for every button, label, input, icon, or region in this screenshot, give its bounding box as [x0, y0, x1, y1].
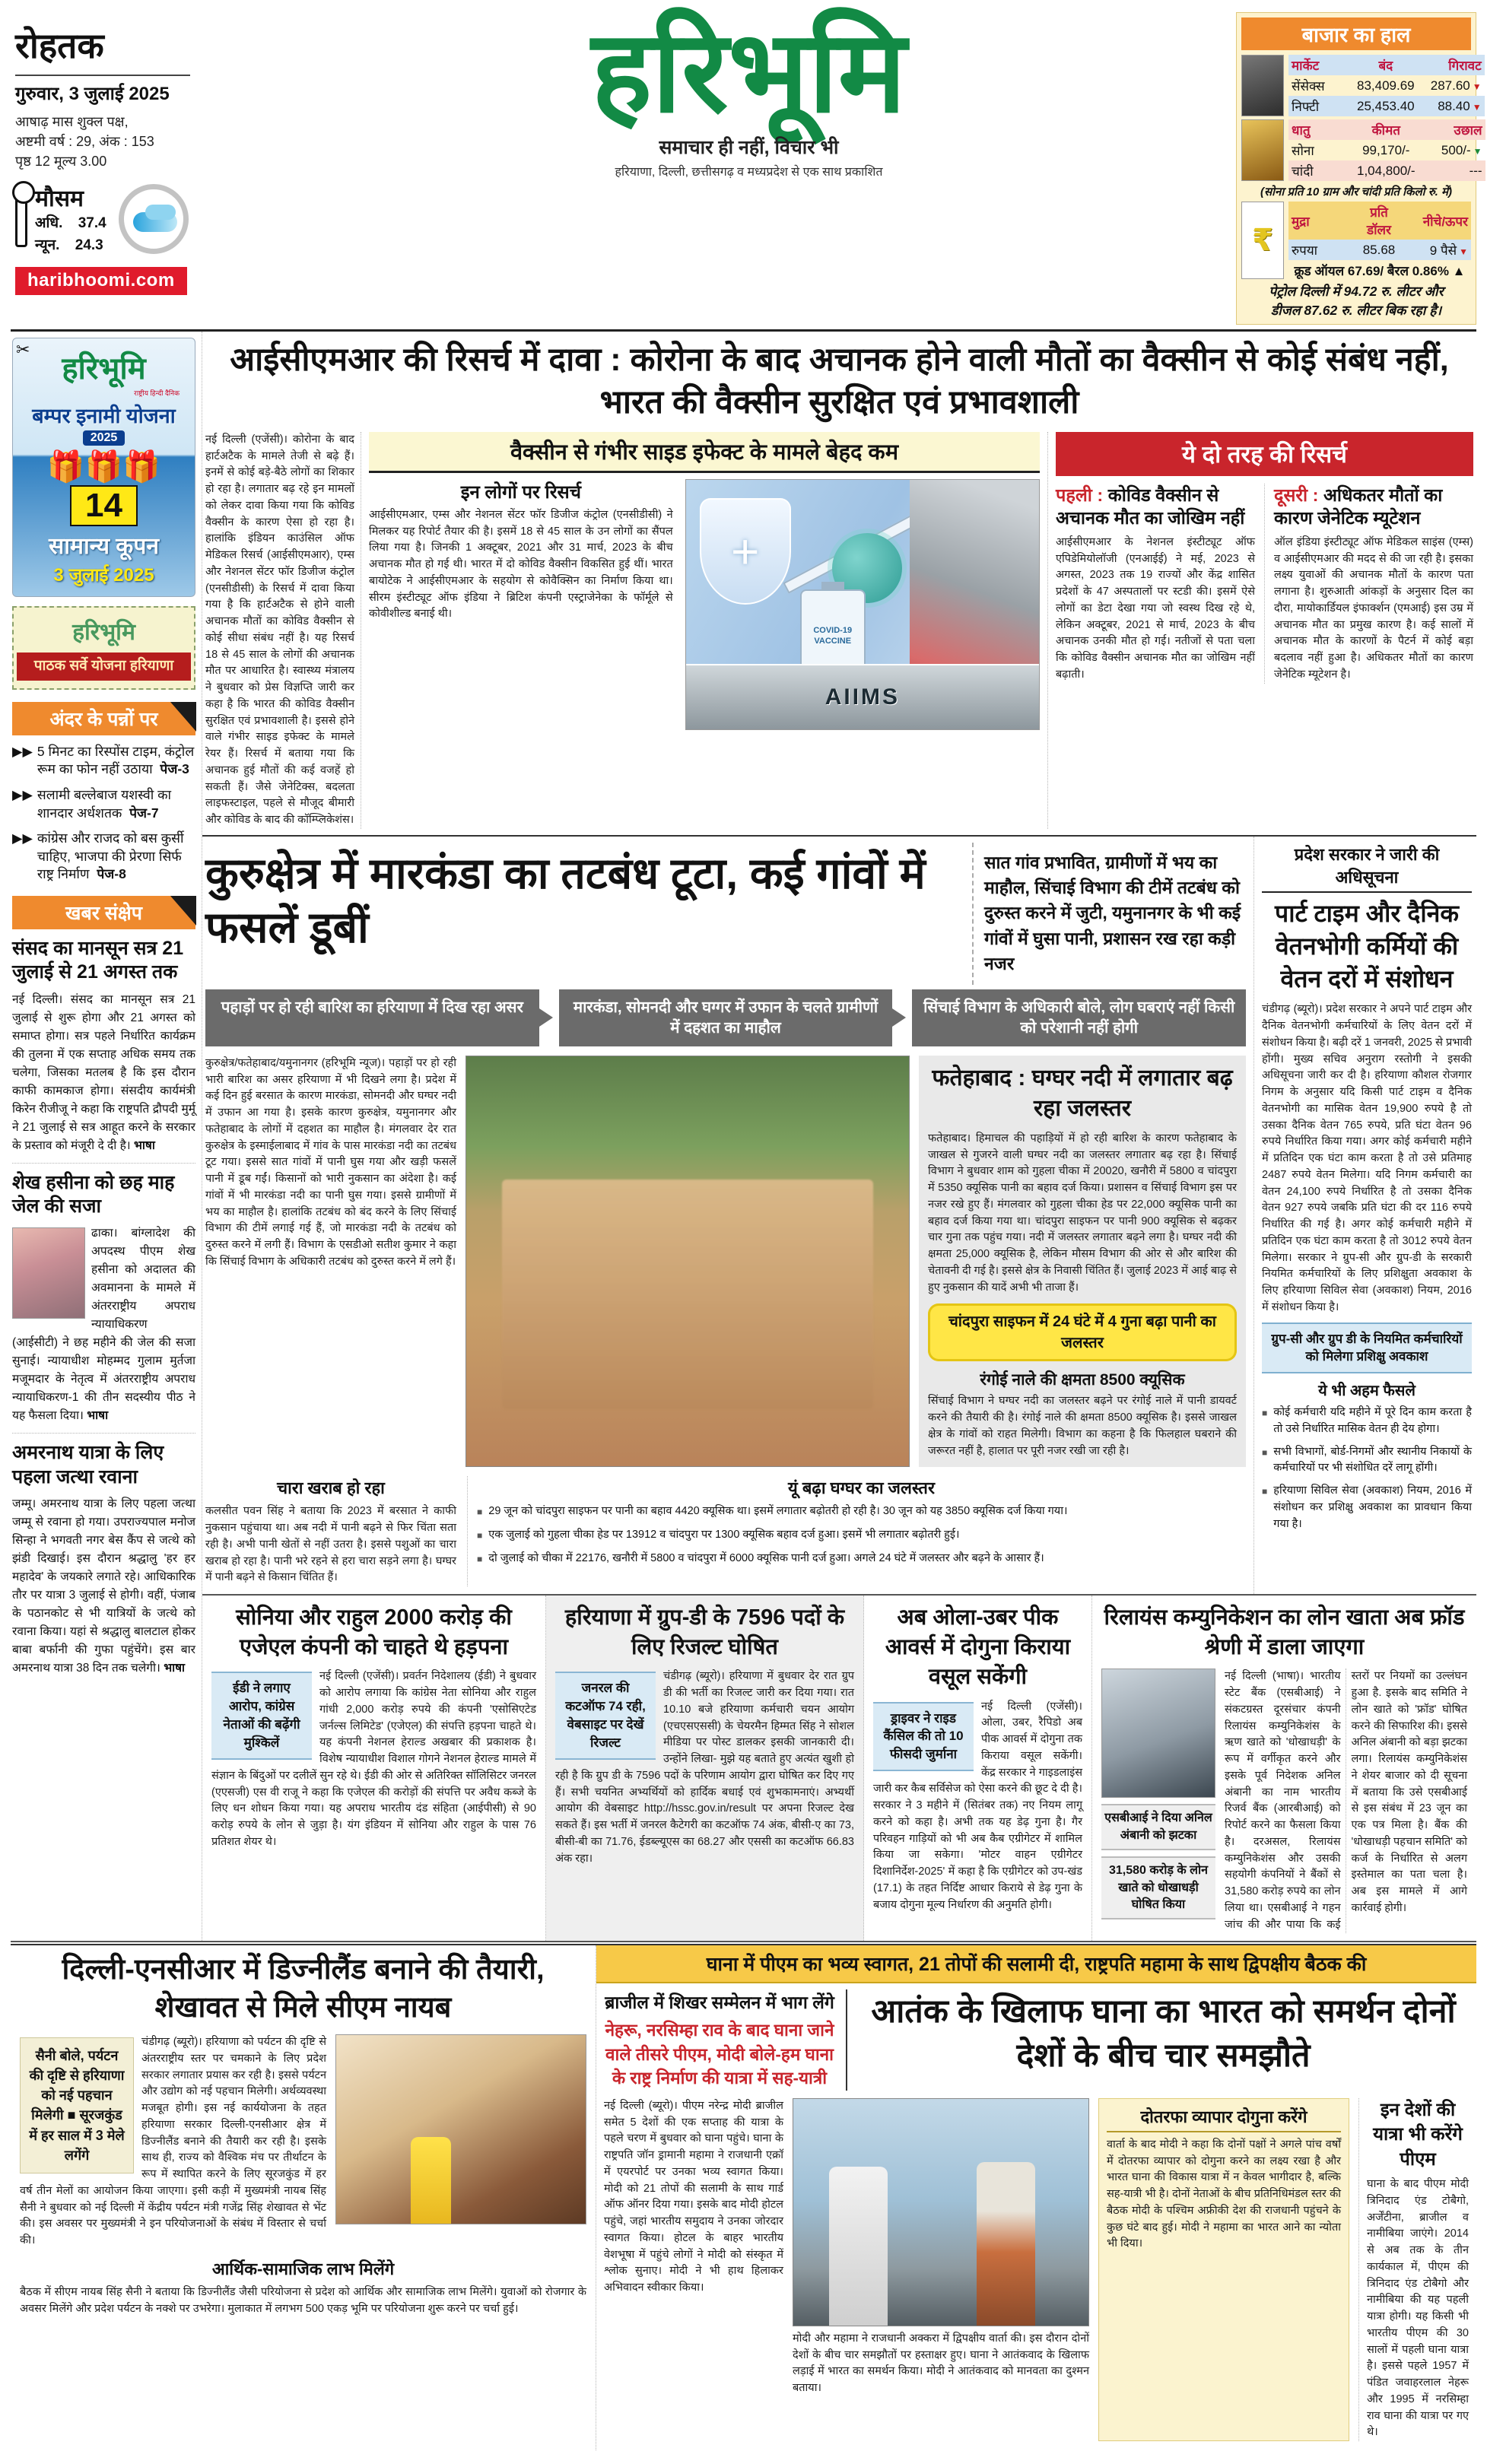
index-item-page: पेज-8: [97, 866, 126, 882]
research-first-label: पहली :: [1056, 484, 1104, 505]
double-arrow-icon: ▶▶: [12, 743, 33, 759]
water-level-bullet: ■ दो जुलाई को चीका में 22176, खनौरी में 5800 व चांदपुरा में 6000 क्यूसिक पानी दर्ज हुआ। अगले 24 घंटे में जलस्तर और बढ़ने के आसार हैं।: [477, 1551, 1246, 1568]
rangoi-body: सिंचाई विभाग ने घग्घर नदी का जलस्तर बढ़ने पर रंगोई नाले में पानी डायवर्ट करने की तैयारी की है। रंगोई नाले की क्षमता 8500 क्यूसिक है। इससे जाखल क्षेत्र के गांवों को राहत मिलेगी। विभाग का कहना है कि फिलहाल घबराने की जरूरत नहीं है, हालात पर पूरी नजर रखी जा रही है।: [928, 1395, 1237, 1457]
story-sonia-rahul-ajl: [202, 1596, 546, 1941]
brief-body: ढाका। बांग्लादेश की अपदस्थ पीएम शेख हसीना को अदालत की अवमानना के मामले में अंतरराष्ट्रीय अपराध न्यायाधिकरण (आईसीटी) ने छह महीने की जेल की सजा सुनाई। न्यायाधीश मोहम्मद गुलाम मुर्तजा मजूमदार के नेतृत्व में अंतरराष्ट्रीय अपराध न्यायाधिकरण-1 की तीन सदस्यीय पीठ ने यह फैसला दिया। भाषा: [12, 1227, 195, 1423]
water-level-title: यूं बढ़ा घग्घर का जलस्तर: [788, 1478, 935, 1498]
story-reliance-fraud: [1092, 1596, 1476, 1941]
coupon-brand-sub: राष्ट्रीय हिन्दी दैनिक: [134, 389, 180, 397]
ghana-headline: आतंक के खिलाफ घाना का भारत को समर्थन दोनों देशों के बीच चार समझौते: [871, 1993, 1456, 2075]
countries-body: घाना के बाद पीएम मोदी त्रिनिदाद एंड टोबैगो, अर्जेंटीना, ब्राजील व नामीबिया जाएंगे। 2014 से अब तक के तीन कार्यकाल में, पीएम की त्रिनिदाद एंड टोबैगो और नामीबिया की यह पहली यात्रा होगी। यह किसी भी भारतीय पीएम की 30 सालों में पहली घाना यात्रा है। इससे पहले 1957 में पंडित जवाहरलाल नेहरू और 1995 में नरसिम्हा राव घाना की यात्रा पर गए थे।: [1367, 2178, 1469, 2439]
disney-headline: दिल्ली-एनसीआर में डिज्नीलैंड बनाने की तैयारी, शेखावत से मिले सीएम नायब: [62, 1954, 545, 2024]
index-item-page: पेज-3: [160, 761, 189, 777]
calendar-line: पृष्ठ 12 मूल्य 3.00: [15, 154, 107, 170]
more-decisions-title: ये भी अहम फैसले: [1318, 1383, 1416, 1400]
down-arrow-icon: ▼: [1472, 81, 1482, 92]
research-second-body: ऑल इंडिया इंस्टीट्यूट ऑफ मेडिकल साइंस (एम्स) व आईसीएमआर की मदद से की जा रही है। इसका लक्ष्य युवाओं की अचानक मौतों के कारण पता लगाना है। शुरुआती आंकड़ों के अनुसार दिल का दौरा, मायोकार्डियल इंफार्क्शन (एमआई) इस उम्र में अचानक मौत का प्रमुख कारण है। कई सालों में अचानक मौत के कारणों के पैटर्न में कोई बड़ा बदलाव नहीं हुआ है। अधिकतर मौतों का कारण जेनेटिक म्यूटेशन है।: [1274, 535, 1473, 681]
brief-story-amarnath: [12, 1441, 195, 1678]
ola-inset-box: ड्राइवर ने राइड कैंसिल की तो 10 फीसदी जुर्माना: [873, 1702, 974, 1771]
wage-headline: पार्ट टाइम और दैनिक वेतनभोगी कर्मियों की वेतन दरों में संशोधन: [1275, 899, 1459, 993]
flood-headline: कुरुक्षेत्र में मारकंडा का तटबंध टूटा, कई गांवों में फसलें डूबीं: [205, 849, 926, 953]
coupon-title: बम्पर इनामी योजना: [32, 405, 176, 427]
bullet-square-icon: ■: [477, 1507, 483, 1518]
market-title: बाजार का हाल: [1241, 17, 1471, 50]
research-first: [1056, 484, 1255, 684]
weather-min-label: न्यून.: [35, 237, 60, 253]
weather-title: मौसम: [35, 186, 84, 212]
coupon-number: 14: [70, 485, 138, 526]
market-box: [1236, 12, 1482, 325]
aiims-building-photo: [686, 664, 1039, 729]
brief-body: जम्मू। अमरनाथ यात्रा के लिए पहला जत्था जम्मू से रवाना हो गया। उपराज्यपाल मनोज सिन्हा ने भगवती नगर बेस कैंप से जत्थे को झंडी दिखाई। इस दौरान श्रद्धालु 'हर हर महादेव' के जयकारे लगाते रहे। आधिकारिक तौर पर यात्रा 3 जुलाई से होगी। वहीं, पंजाब के पठानकोट से भी यात्रियों के जत्थे को रवाना किया। यहां से श्रद्धालु बालटाल होकर बाबा बर्फानी की गुफा पहुंचेंगे। इस बार अमरनाथ यात्रा 38 दिन तक चलेगी। भाषा: [12, 1497, 195, 1675]
stocks-col-header: मार्केट: [1292, 59, 1320, 73]
reliance-left-column: [1101, 1669, 1215, 1933]
calendar-line: आषाढ़ मास शुक्ल पक्ष,: [15, 114, 129, 129]
metal-price: 99,170/-: [1362, 142, 1410, 157]
two-research-title: ये दो तरह की रिसर्च: [1056, 432, 1473, 476]
calendar-line: अष्टमी वर्ष : 29, अंक : 153: [15, 134, 154, 150]
groupd-body: चंडीगढ़ (ब्यूरो)। हरियाणा में बुधवार देर रात ग्रुप डी की भर्ती का रिजल्ट जारी कर दिया गया। रात 10.10 बजे हरियाणा कर्मचारी चयन आयोग (एचएसएससी) के चेयरमैन हिम्मत सिंह ने सोशल मीडिया पर पोस्ट डालकर इसकी जानकारी दी। उन्होंने लिखा- मुझे यह बताते हुए अत्यंत खुशी हो रही है कि ग्रुप डी के 7596 पदों के परिणाम आयोग द्वारा घोषित कर दिए गए हैं। सभी चयनित अभ्यर्थियों को हार्दिक बधाई एवं शुभकामनाएं। अभ्यर्थी आयोग की वेबसाइट http://hssc.gov.in/result पर अपना रिजल्ट देख सकते हैं। इस भर्ती में जनरल कैटेगरी का कटऑफ 74 अंक, बीसी-ए का 73, बीसी-बी का 71.76, ईडब्ल्यूएस का 68.27 और एससी का कटऑफ 66.83 अंक रहा।: [555, 1670, 854, 1865]
countries-title: इन देशों की यात्रा भी करेंगे पीएम: [1373, 2099, 1463, 2170]
cloud-icon: [119, 184, 189, 254]
disney-substory-body: बैठक में सीएम नायब सिंह सैनी ने बताया कि डिज्नीलैंड जैसी परियोजना से प्रदेश को आर्थिक और सामाजिक लाभ मिलेंगे। युवाओं को रोजगार के अवसर मिलेंगे और प्रदेश पर्यटन के नक्शे पर उभरेगा। मुलाकात में लगभग 500 एकड़ भूमि पर परियोजना शुरू करने पर चर्चा हुई।: [20, 2285, 586, 2315]
metal-col-header: कीमत: [1371, 123, 1400, 138]
ghana-kicker-box: [604, 1989, 847, 2091]
bullet-square-icon: ■: [477, 1553, 483, 1564]
ghana-photo-wrap: [793, 2098, 1089, 2441]
flood-body: कुरुक्षेत्र/फतेहाबाद/यमुनानगर (हरिभूमि न्यूज)। पहाड़ों पर हो रही भारी बारिश का असर हरियाणा में भी दिखने लगा है। प्रदेश में कई दिन हुई बरसात के कारण मारकंडा, सोमनदी और घग्घर नदी में उफान आ गया है। इसके कारण कुरुक्षेत्र, यमुनानगर और फतेहाबाद के लोगों में दहशत का माहौल है। मंगलवार देर रात कुरुक्षेत्र के इस्माईलाबाद में गांव के पास मारकंडा नदी का तटबंध टूट गया। इससे सात गांवों में पानी घुस गया और खड़ी फसलें पानी में डूब गईं। किसानों को भारी नुकसान का अंदेशा है। कई गांवों में भी मारकंडा नदी का पानी घुस गया। इससे ग्रामीणों में भय का माहौल है। हालांकि तटबंध को बंद करने के लिए सिंचाई विभाग की टीमें लगाई गई हैं, जो मारकंडा नदी के तटबंध को दुरुस्त करने में लगी हैं। विभाग के एसडीओ सतीश कुमार ने कहा कि सिंचाई विभाग के अधिकारी तटबंध को दुरुस्त करने में लगे हैं।: [205, 1056, 456, 1268]
two-research-box: [1047, 432, 1473, 829]
sub-tagline: हरियाणा, दिल्ली, छत्तीसगढ़ व मध्यप्रदेश से एक साथ प्रकाशित: [615, 165, 883, 179]
bullet-square-icon: ■: [1262, 1446, 1268, 1458]
research-second: [1264, 484, 1473, 684]
index-item: [12, 743, 195, 779]
story-ghana: [596, 1945, 1476, 2450]
water-level-bullet: ■ 29 जून को चांदपुरा साइफन पर पानी का बहाव 4420 क्यूसिक था। इसमें लगातार बढ़ोतरी हो रही है। 30 जून को यह 3850 क्यूसिक दर्ज किया गया।: [477, 1503, 1246, 1521]
lead-middle-column: [369, 432, 1040, 829]
diesel-price-line: डीजल 87.62 रु. लीटर बिक रहा है।: [1270, 302, 1442, 318]
vaccine-montage-photo: [685, 479, 1040, 730]
agency-sign: भाषा: [134, 1138, 155, 1152]
index-item: [12, 786, 195, 822]
story-fatehabad-ghaggar: [919, 1056, 1246, 1468]
story-icmr-vaccine: [202, 332, 1476, 837]
brief-story-parliament: [12, 937, 195, 1155]
agency-sign: भाषा: [164, 1662, 186, 1675]
stocks-col-header: बंद: [1378, 59, 1393, 73]
ghana-kicker-red: नेहरू, नरसिम्हा राव के बाद घाना जाने वाले तीसरे पीएम, मोदी बोले-हम घाना के राष्ट्र निर्माण की यात्रा में सह-यात्री: [605, 2021, 834, 2088]
index-item: [12, 830, 195, 884]
market-currency: [1241, 202, 1471, 279]
research-second-head: अधिकतर मौतों का कारण जेनेटिक म्यूटेशन: [1274, 484, 1443, 529]
index-item-page: पेज-7: [129, 805, 159, 821]
reliance-inset-2: 31,580 करोड़ के लोन खाते को धोखाधड़ी घोषित किया: [1101, 1856, 1215, 1919]
bullet-square-icon: ■: [477, 1530, 483, 1542]
countries-column: [1358, 2098, 1469, 2441]
flood-pointer-tabs: [205, 989, 1246, 1046]
survey-brand: हरिभूमि: [72, 620, 135, 645]
down-arrow-icon: ▼: [1459, 246, 1468, 257]
flood-river-photo: [465, 1056, 910, 1468]
decision-bullet: ■ हरियाणा सिविल सेवा (अवकाश) नियम, 2016 में संशोधन कर प्रशिक्षु अवकाश का प्रावधान किया गया है।: [1262, 1483, 1472, 1532]
weather-max-label: अधि.: [35, 215, 63, 232]
ghana-body: नई दिल्ली (ब्यूरो)। पीएम नरेन्द्र मोदी ब्राजील समेत 5 देशों की एक सप्ताह की यात्रा के पहले चरण में बुधवार को घाना पहुंचे। घाना के राष्ट्रपति जॉन ड्रामानी महामा ने राजधानी एक्रॉ में एयरपोर्ट पर उनका भव्य स्वागत किया। मोदी को 21 तोपों की सलामी के साथ गार्ड ऑफ ऑनर दिया गया। इसके बाद मोदी होटल पहुंचे, जहां भारतीय समुदाय ने उनका जोरदार स्वागत किया। होटल के बाहर भारतीय वेशभूषा में पहुंचे लोगों ने मोदी को संस्कृत में श्लोक सुनाए। मोदी ने भी हाथ हिलाकर अभिवादन स्वीकार किया।: [604, 2099, 783, 2294]
flood-summary: सात गांव प्रभावित, ग्रामीणों में भय का माहौल, सिंचाई विभाग की टीमें तटबंध को दुरुस्त करने में जुटी, यमुनानगर के भी कई गांवों में घुसा पानी, प्रशासन रख रहा कड़ी नजर: [972, 843, 1246, 985]
scissors-icon: ✂: [16, 340, 30, 359]
coupon-label: सामान्य कूपन: [48, 534, 160, 559]
fatehabad-body: फतेहाबाद। हिमाचल की पहाड़ियों में हो रही बारिश के कारण फतेहाबाद के जाखल से गुजरने वाली घग्घर नदी का जलस्तर लगातार बढ़ रहा है। सिंचाई विभाग ने बुधवार शाम को गुहला चीका में 20020, खनौरी में 5800 व चांदपुरा में 5350 क्यूसिक पानी का बहाव दर्ज किया। प्रशासन व सिंचाई विभाग इस पर नजर रखे हुए हैं। मंगलवार को गुहला चीका हेड पर 22,000 क्यूसिक पानी का बहाव दर्ज किया गया था। चांदपुरा साइफन पर पानी 900 क्यूसिक से बढ़कर चार गुना तक पहुंच गया। नदी में जलस्तर लगातार बढ़ने लगा है। घग्घर नदी की क्षमता 25,000 क्यूसिक है, लेकिन मौसम विभाग की ओर से और बारिश की चेतावनी दी गई है। इससे क्षेत्र के निवासी चिंतित हैं। जुलाई 2023 में आई बाढ़ से हुए नुकसान की यादें अभी भी ताजा हैं।: [928, 1132, 1237, 1294]
wage-note-box: ग्रुप-सी और ग्रुप डी के नियमित कर्मचारियों को मिलेगा प्रशिक्षु अवकाश: [1262, 1322, 1472, 1374]
inside-pages-tab: अंदर के पन्नों पर: [12, 702, 195, 735]
research-title: इन लोगों पर रिसर्च: [460, 481, 581, 503]
stock-name: निफ्टी: [1292, 100, 1320, 114]
currency-rate: 85.68: [1362, 242, 1396, 257]
down-arrow-icon: ▼: [1473, 145, 1482, 157]
disney-left-column: [20, 2034, 326, 2250]
ola-headline: अब ओला-उबर पीक आवर्स में दोगुना किराया वसूल सकेंगी: [885, 1605, 1071, 1690]
stock-change: 88.40 ▼: [1438, 98, 1482, 113]
story-group-d-result: [546, 1596, 864, 1941]
research-first-body: आईसीएमआर के नेशनल इंस्टीट्यूट ऑफ एपिडेमियोलॉजी (एनआईई) ने मई, 2023 से अगस्त, 2023 तक 19 राज्यों और केंद्र शासित प्रदेशों के 47 अस्पतालों पर स्टडी की। इसमें ऐसे लोगों का डेटा देखा गया जो स्वस्थ दिख रहे थे, लेकिन अक्टूबर, 2021 से मार्च, 2023 के बीच अचानक उनकी मौत हो गई। नतीजों से पता चला कि कोविड वैक्सीन अचानक मौत का जोखिम नहीं बढ़ाती।: [1056, 535, 1255, 681]
currency-change: 9 पैसे ▼: [1429, 243, 1468, 258]
modi-ghana-welcome-photo: [793, 2098, 1089, 2326]
stock-name: सेंसेक्स: [1292, 79, 1325, 94]
double-arrow-icon: ▶▶: [12, 830, 33, 846]
news-brief-tab: खबर संक्षेप: [12, 896, 195, 929]
bottom-band: [11, 1944, 1476, 2450]
research-second-label: दूसरी :: [1274, 484, 1319, 505]
masthead: [11, 8, 1482, 332]
metal-change: ---: [1469, 163, 1482, 178]
trade-box: [1098, 2098, 1349, 2441]
masthead-center: [262, 8, 1236, 179]
pointer-tab: पहाड़ों पर हो रही बारिश का हरियाणा में दिख रहा असर: [205, 989, 539, 1046]
saini-shekhawat-photo: [335, 2034, 586, 2224]
currency-col-header: प्रति डॉलर: [1367, 205, 1391, 237]
sonia-inset-box: ईडी ने लगाए आरोप, कांग्रेस नेताओं की बढ़ेंगी मुश्किलें: [211, 1672, 312, 1759]
lower-stories-band: [202, 1594, 1476, 1941]
water-level-substory: [467, 1476, 1246, 1586]
gold-jewellery-photo: [1241, 119, 1284, 181]
reliance-inset-1: एसबीआई ने दिया अनिल अंबानी को झटका: [1101, 1804, 1215, 1850]
wage-kicker: प्रदेश सरकार ने जारी की अधिसूचना: [1262, 843, 1472, 893]
research-first-head: कोविड वैक्सीन से अचानक मौत का जोखिम नहीं: [1056, 484, 1245, 529]
crude-oil-line: क्रूड ऑयल 67.69/ बैरल 0.86% ▲: [1294, 264, 1466, 278]
survey-label: पाठक सर्वे योजना हरियाणा: [17, 653, 191, 681]
stock-change: 287.60 ▼: [1430, 78, 1482, 93]
metal-name: चांदी: [1292, 164, 1314, 179]
sonia-body: नई दिल्ली (एजेंसी)। प्रवर्तन निदेशालय (ईडी) ने बुधवार को आरोप लगाया कि कांग्रेस नेता सोनिया और राहुल गांधी 2,000 करोड़ रुपये की कंपनी 'एसोसिएटेड जर्नल्स लिमिटेड' (एजेएल) की संपत्ति हड़पना चाहते थे। यह कंपनी नेशनल हेराल्ड अखबार की प्रकाशक है। विशेष न्यायाधीश विशाल गोगने नेशनल हेराल्ड मामले में संज्ञान के बिंदुओं पर दलीलें सुन रहे थे। ईडी की ओर से अतिरिक्त सॉलिसिटर जनरल (एएसजी) एस वी राजू ने कहा कि एजेएल की करोड़ों की संपत्ति पर अवैध कब्जे के लिए धन शोधन किया गया। यह अपराध भारतीय दंड संहिता (आईपीसी) से 90 करोड़ रुपये के लोन से जुड़ा है। यंग इंडियन में सोनिया और राहुल के पास 76 प्रतिशत शेयर थे।: [211, 1670, 536, 1848]
brief-headline: अमरनाथ यात्रा के लिए पहला जत्था रवाना: [12, 1442, 164, 1488]
shield-cross-icon: +: [700, 498, 791, 605]
brief-story-hasina: [12, 1171, 195, 1426]
trade-title: दोतरफा व्यापार दोगुना करेंगे: [1107, 2105, 1341, 2132]
stock-close: 25,453.40: [1357, 98, 1415, 113]
trade-body: वार्ता के बाद मोदी ने कहा कि दोनों पक्षों ने अगले पांच वर्षों में दोतरफा व्यापार को दोगुना करने का लक्ष्य रखा है और भारत घाना की विकास यात्रा में न केवल भागीदार है, बल्कि सह-यात्री भी है। दोनों नेताओं के बीच प्रतिनिधिमंडल स्तर की बैठक मोदी के पश्चिम अफ्रीकी देश की राजधानी पहुंचने के कुछ घंटे बाद हुई। मोदी ने महामा का भारत आने का न्योता भी दिया।: [1107, 2138, 1341, 2250]
market-stocks: [1241, 55, 1482, 116]
fodder-substory: [205, 1476, 456, 1586]
metal-price: 1,04,800/-: [1357, 163, 1416, 178]
index-item-text: सलामी बल्लेबाज यशस्वी का शानदार अर्धशतक: [37, 786, 172, 821]
story-ola-uber-fare: [864, 1596, 1092, 1941]
sheikh-hasina-photo: [12, 1227, 85, 1319]
market-metals: [1241, 119, 1482, 181]
double-arrow-icon: ▶▶: [12, 786, 33, 802]
sub-headline-banner: वैक्सीन से गंभीर साइड इफेक्ट के मामले बेहद कम: [369, 432, 1040, 473]
fodder-body: कलसीत पवन सिंह ने बताया कि 2023 में बरसात ने काफी नुकसान पहुंचाया था। अब नदी में पानी बढ़ने से फिर चिंता सता रही है। अभी पानी खेतों से नहीं उतरा है। इससे पशुओं का चारा खराब हो रहा है। पानी भरे रहने से हरा चारा सड़ने लगा है। घग्घर में पानी बढ़ने से किसान चिंतित हैं।: [205, 1505, 456, 1584]
disney-body: चंडीगढ़ (ब्यूरो)। हरियाणा को पर्यटन की दृष्टि से अंतरराष्ट्रीय स्तर पर चमकाने के लिए प्रदेश सरकार लगातार प्रयास कर रही है। इससे पर्यटन और उद्योग को नई पहचान मिलेगी। अर्थव्यवस्था मजबूत होगी। इस नई कार्ययोजना के तहत हरियाणा सरकार दिल्ली-एनसीआर क्षेत्र में डिज्नीलैंड बनाने की तैयारी कर रही है। इसके साथ ही, राज्य को वैश्विक मंच पर तीर्थाटन के रूप में स्थापित करने के लिए सूरजकुंड में हर वर्ष तीन मेलों का आयोजन किया जाएगा। इसी कड़ी में मुख्यमंत्री नायब सिंह सैनी ने बुधवार को नई दिल्ली में केंद्रीय पर्यटन मंत्री गजेंद्र सिंह शेखावत से भेंट की। इस अवसर पर मुख्यमंत्री ने इन परियोजनाओं के संबंध में विस्तार से चर्चा की।: [20, 2036, 326, 2247]
weather-min-value: 24.3: [75, 237, 103, 253]
ghana-strip-headline: घाना में पीएम का भव्य स्वागत, 21 तोपों की सलामी दी, राष्ट्रपति महामा के साथ द्विपक्षीय बैठक की: [596, 1945, 1476, 1983]
disney-substory-title: आर्थिक-सामाजिक लाभ मिलेंगे: [211, 2259, 395, 2278]
reliance-body: नई दिल्ली (भाषा)। भारतीय स्टेट बैंक (एसबीआई) ने संकटग्रस्त दूरसंचार कंपनी रिलायंस कम्युनिकेशंस के ऋण खाते को 'धोखाधड़ी' के रूप में वर्गीकृत करने और इसके पूर्व निदेशक अनिल अंबानी का नाम भारतीय रिजर्व बैंक (आरबीआई) को रिपोर्ट करने का फैसला किया है। दरअसल, रिलायंस कम्युनिकेशंस और उसकी सहयोगी कंपनियों ने बैंकों से 31,580 करोड़ रुपये का लोन लिया था। एसबीआई ने गहन जांच की और पाया कि कई स्तरों पर नियमों का उल्लंघन हुआ है. इसके बाद समिति ने लोन खाते को 'फ्रॉड' घोषित करने की सिफारिश की। इससे अनिल अंबानी को बड़ा झटका लगा। रिलायंस कम्युनिकेशंस ने शेयर बाजार को दी सूचना में बताया कि उसे एसबीआई से इस संबंध में 23 जून का एक पत्र मिला है। बैंक की 'धोखाधड़ी पहचान समिति' को कर्ज के निर्धारित से अलग इस्तेमाल का पता चला है। अब इस मामले में आगे कार्रवाई होगी।: [1225, 1670, 1467, 1931]
masthead-left: [11, 8, 262, 295]
metal-note: (सोना प्रति 10 ग्राम और चांदी प्रति किलो रु. में): [1260, 186, 1452, 198]
research-body: आईसीएमआर, एम्स और नेशनल सेंटर फॉर डिजीज कंट्रोल (एनसीडीसी) ने मिलकर यह रिपोर्ट तैयार की है। इसमें 18 से 45 साल के उन लोगों का सैंपल लिया गया है। जिनकी 1 अक्टूबर, 2021 और 31 मार्च, 2023 के बीच अचानक मौत हो गई थी। भारत में दो कोविड वैक्सीन विकसित हुई थीं। भारत बायोटेक ने आईसीएमआर के सहयोग से कोवैक्सिन का निर्माण किया था। सीरम इंस्टीट्यूट ऑफ इंडिया ने ब्रिटिश कंपनी एस्ट्राजेनेका के फॉर्मूले से कोवीशील्ड बनाई थी।: [369, 508, 673, 621]
ola-body: नई दिल्ली (एजेंसी)। ओला, उबर, रैपिडो अब पीक आवर्स में दोगुना तक किराया वसूल सकेंगी। केंद्र सरकार ने गाइडलाइंस जारी कर कैब सर्विसेज को ऐसा करने की छूट दे दी है। सरकार ने 3 महीने में (सितंबर तक) नए नियम लागू करने को कहा है। अभी तक यह डेढ़ गुना है। गैर परिवहन गाड़ियों को भी अब कैब एग्रीगेटर में शामिल किया जा सकेगा। 'मोटर वाहन एग्रीगेटर दिशानिर्देश-2025' में कहा है कि एग्रीगेटर को उप-खंड (17.1) के तहत निर्दिष्ट आधार किराये से डेढ़ गुना के बजाय दोगुना मूल्य निर्धारण की अनुमति होगी।: [873, 1700, 1082, 1911]
groupd-headline: हरियाणा में ग्रुप-डी के 7596 पदों के लिए रिजल्ट घोषित: [564, 1605, 845, 1660]
lead-headline: आईसीएमआर की रिसर्च में दावा : कोरोना के बाद अचानक होने वाली मौतों का वैक्सीन से कोई संबंध नहीं, भारत की वैक्सीन सुरक्षित एवं प्रभावशाली: [230, 341, 1449, 421]
story-wage-revision: [1254, 837, 1476, 1594]
currency-name: रुपया: [1292, 243, 1318, 258]
story-flood-band: [202, 837, 1476, 1594]
bullet-square-icon: ■: [1262, 1408, 1268, 1419]
currency-col-header: मुद्रा: [1292, 214, 1310, 229]
pointer-tab: सिंचाई विभाग के अधिकारी बोले, लोग घबराएं नहीं किसी को परेशानी नहीं होगी: [912, 989, 1246, 1046]
bumper-coupon-ad: [12, 338, 195, 597]
anil-ambani-photo: [1101, 1669, 1215, 1798]
rangoi-title: रंगोई नाले की क्षमता 8500 क्यूसिक: [980, 1371, 1185, 1389]
metal-change: 500/- ▼: [1441, 142, 1482, 157]
tagline: समाचार ही नहीं, विचार भी: [659, 136, 839, 158]
research-on-people: [369, 479, 678, 730]
sonia-headline: सोनिया और राहुल 2000 करोड़ की एजेएल कंपनी को चाहते थे हड़पना: [236, 1605, 512, 1660]
brief-headline: संसद का मानसून सत्र 21 जुलाई से 21 अगस्त तक: [12, 938, 184, 983]
decision-bullet: ■ सभी विभागों, बोर्ड-निगमों और स्थानीय निकायों के कर्मचारियों पर भी संशोधित दरें लागू होंगी।: [1262, 1444, 1472, 1478]
currency-col-header: नीचे/ऊपर: [1422, 214, 1468, 229]
saini-quote-box: सैनी बोले, पर्यटन की दृष्टि से हरियाणा को नई पहचान मिलेगी ■ सूरजकुंड में हर साल में 3 मेले लगेंगे: [20, 2037, 134, 2173]
bullet-square-icon: ■: [1262, 1486, 1268, 1497]
coupon-date: 3 जुलाई 2025: [53, 565, 154, 586]
index-item-text: कांग्रेस और राजद को बस कुर्सी चाहिए, भाजपा की प्रेरणा सिर्फ राष्ट्र निर्माण: [37, 830, 184, 882]
fatehabad-headline: फतेहाबाद : घग्घर नदी में लगातार बढ़ रहा जलस्तर: [932, 1065, 1233, 1122]
website-bar: haribhoomi.com: [15, 267, 187, 295]
metal-name: सोना: [1292, 144, 1314, 158]
thermometer-icon: [15, 191, 27, 247]
gift-boxes-icon: 🎁🎁🎁: [46, 450, 161, 484]
edition-city: रोहतक: [15, 26, 104, 65]
agency-sign: भाषा: [87, 1409, 109, 1423]
index-item-text: 5 मिनट का रिस्पोंस टाइम, कंट्रोल रूम का फोन नहीं उठाया: [37, 743, 195, 777]
stock-close: 83,409.69: [1357, 78, 1415, 93]
stocks-col-header: गिरावट: [1448, 59, 1482, 73]
pointer-tab: मारकंडा, सोमनदी और घग्गर में उफान के चलते ग्रामीणों में दहशत का माहौल: [559, 989, 893, 1046]
petrol-price-line: पेट्रोल दिल्ली में 94.72 रु. लीटर और: [1269, 284, 1444, 299]
brief-headline: शेख हसीना को छह माह जेल की सजा: [12, 1171, 175, 1217]
lead-body-column: नई दिल्ली (एजेंसी)। कोरोना के बाद हार्टअटैक के मामले तेजी से बढ़े हैं। इनमें से कोई बड़े-बैठे लोगों का शिकार हो रहा है। लगातार बढ़ रहे इन मामलों को लेकर दावा किया गया कि कोविड वैक्सीन के कारण ऐसा हो रहा है। हालांकि इंडियन काउंसिल ऑफ मेडिकल रिसर्च (आईसीएमआर), एम्स और नेशनल सेंटर फॉर डिजीज कंट्रोल (एनसीडीसी) के रिसर्च में दावा किया गया है कि हार्टअटैक से होने वाली अचानक मौतों का कोविड वैक्सीन से कोई सीधा संबंध नहीं है। यह रिसर्च 18 से 45 साल के लोगों की अचानक मौत पर आधारित है। स्वास्थ्य मंत्रालय ने बुधवार को प्रेस विज्ञप्ति जारी कर कहा है कि भारत की कोविड वैक्सीन सुरक्षित एवं प्रभावशाली है। इससे होने वाले गंभीर साइड इफेक्ट के मामले रेयर हैं। रिसर्च में बताया गया कि अचानक हुई मौतों की कई वजहें हो सकती हैं। जैसे जेनेटिक्स, बदलता लाइफस्टाइल, पहले से मौजूद बीमारी और कोविड के बाद की कॉम्प्लिकेशंस।: [205, 432, 361, 829]
divider: [15, 75, 190, 76]
reader-survey-ad: [12, 606, 195, 690]
main-area: [202, 332, 1476, 1941]
weather-max-value: 37.4: [78, 215, 106, 232]
water-level-bullet: ■ एक जुलाई को गुहला चीका हेड पर 13912 व चांदपुरा पर 1300 क्यूसिक बहाव दर्ज हुआ। इसमें भी लगातार बढ़ोतरी हुई।: [477, 1527, 1246, 1545]
brief-body: नई दिल्ली। संसद का मानसून सत्र 21 जुलाई से शुरू होगा और 21 अगस्त को समाप्त होगा। सत्र पहले निर्धारित कार्यक्रम की तुलना में एक सप्ताह अधिक समय तक चलेगा, जिसका मतलब है कि इस दौरान काफी कामकाज होगा। संसदीय कार्यमंत्री किरेन रीजीजू ने कहा कि राष्ट्रपति द्रौपदी मुर्मू ने 21 जुलाई से सत्र आहूत करने के सरकार के प्रस्ताव को मंजूरी दे दी है। भाषा: [12, 992, 195, 1152]
decision-bullet: ■ कोई कर्मचारी यदि महीने में पूरे दिन काम करता है तो उसे निर्धारित मासिक वेतन ही देय होगा।: [1262, 1405, 1472, 1438]
left-rail: [11, 332, 202, 1941]
reliance-headline: रिलायंस कम्युनिकेशन का लोन खाता अब फ्रॉड श्रेणी में डाला जाएगा: [1104, 1605, 1465, 1660]
weather-box: [15, 182, 254, 256]
aiims-label: AIIMS: [825, 684, 901, 710]
down-arrow-icon: ▼: [1472, 101, 1482, 113]
stock-exchange-photo: [1241, 55, 1284, 116]
coupon-brand: हरिभूमि: [62, 352, 146, 386]
ghana-body-2: मोदी और महामा ने राजधानी अक्करा में द्विपक्षीय वार्ता की। इस दौरान दोनों देशों के बीच चार समझौतों पर हस्ताक्षर हुए। घाना ने आतंकवाद के खिलाफ लड़ाई में भारत का समर्थन किया। मोदी ने आतंकवाद को मानवता का दुश्मन बताया।: [793, 2332, 1089, 2395]
coupon-year: 2025: [83, 430, 126, 446]
newspaper-logo: हरिभूमि: [591, 8, 907, 135]
metal-col-header: उछाल: [1454, 123, 1482, 138]
fodder-title: चारा खराब हो रहा: [277, 1478, 385, 1498]
rupee-icon: ₹: [1241, 202, 1284, 279]
wage-body: चंडीगढ़ (ब्यूरो)। प्रदेश सरकार ने अपने पार्ट टाइम और दैनिक वेतनभोगी कर्मचारियों के लिए वेतन दरों में संशोधन किया है। बढ़ी दरें 1 जनवरी, 2025 से प्रभावी होंगी। मुख्य सचिव अनुराग रस्तोगी ने इसकी अधिसूचना जारी कर दी है। हरियाणा कौशल रोजगार निगम के अनुसार यदि किसी पार्ट टाइम व दैनिक वेतनभोगी का मासिक वेतन 19,900 रुपये है तो उसका दैनिक वेतन 765 रुपये, प्रति घंटा वेतन 96 रुपये निर्धारित किया गया। अगर कोई कर्मचारी महीने में प्रतिदिन एक घंटा काम करता है तो उसे प्रतिमाह 2487 रुपये वेतन मिलेगा। यदि निगम कर्मचारी का वेतन 24,100 रुपये निर्धारित है तो उसका दैनिक वेतन 927 रुपये जबकि प्रति घंटा की दर 116 रुपये निर्धारित की गई है। अगर कोई कर्मचारी महीने में प्रतिदिन एक घंटा काम करता है तो 3012 रुपये वेतन मिलेगा। सरकार ने ग्रुप-सी और ग्रुप-डी के सरकारी नियमित कर्मचारियों के लिए प्रशिक्षुता अवकाश के लिए हरियाणा सिविल सेवा (अवकाश) नियम, 2016 में संशोधन किया है।: [1262, 1003, 1472, 1313]
date-line: गुरुवार, 3 जुलाई 2025: [15, 84, 170, 104]
story-markanda-flood: [202, 837, 1254, 1594]
story-disneyland: [11, 1945, 596, 2450]
weather-readings: [35, 213, 106, 256]
siphon-highlight-box: चांदपुरा साइफन में 24 घंटे में 4 गुना बढ़ा पानी का जलस्तर: [928, 1303, 1237, 1361]
ghana-kicker-black: ब्राजील में शिखर सम्मेलन में भाग लेंगे: [605, 1992, 834, 2013]
groupd-inset-box: जनरल की कटऑफ 74 रही, वेबसाइट पर देखें रिजल्ट: [555, 1672, 656, 1759]
metal-col-header: धातु: [1292, 123, 1311, 138]
vaccine-vial-icon: COVID-19 VACCINE: [800, 589, 866, 681]
